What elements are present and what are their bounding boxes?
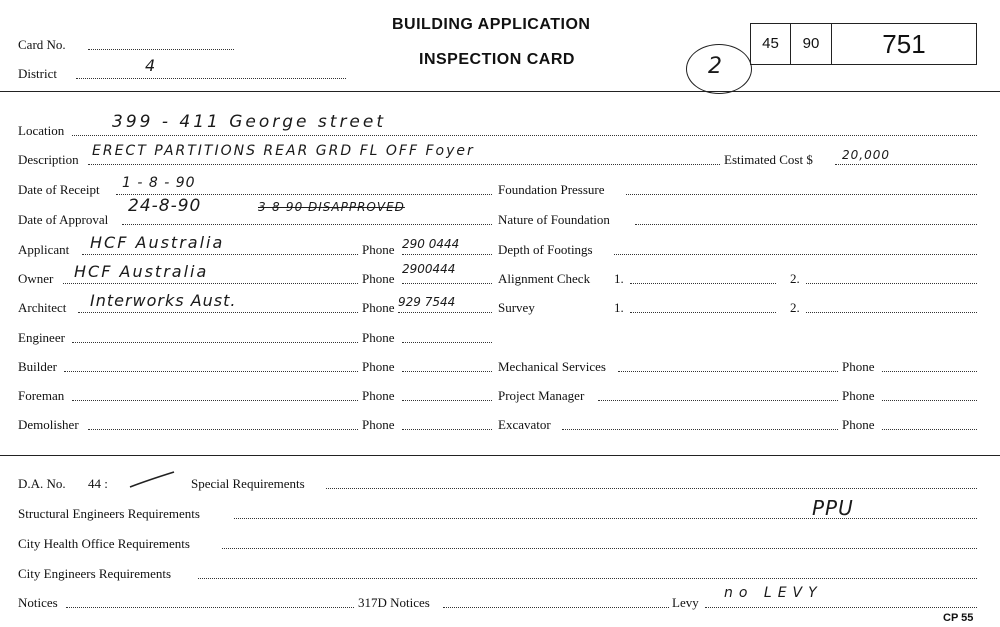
title-line-2: INSPECTION CARD — [419, 51, 575, 68]
estimated-cost-field[interactable] — [835, 164, 977, 165]
da-tick-mark — [128, 470, 178, 490]
foreman-phone-field[interactable] — [402, 400, 492, 401]
structural-value: PPU — [812, 496, 854, 520]
mechanical-field[interactable] — [618, 371, 838, 372]
excavator-phone-field[interactable] — [882, 429, 977, 430]
levy-label: Levy — [672, 595, 699, 610]
description-value: ERECT PARTITIONS REAR GRD FL OFF Foyer — [92, 143, 475, 159]
mechanical-label: Mechanical Services — [498, 359, 606, 374]
survey-num-2: 2. — [790, 300, 800, 315]
alignment-num-2: 2. — [790, 271, 800, 286]
survey-label: Survey — [498, 300, 535, 315]
project-manager-field[interactable] — [598, 400, 838, 401]
date-approval-value: 24-8-90 — [128, 196, 202, 216]
applicant-value: HCF Australia — [90, 233, 225, 252]
architect-value: Interworks Aust. — [90, 291, 237, 310]
nature-foundation-field[interactable] — [635, 224, 977, 225]
card-box-2: 90 — [790, 23, 832, 65]
foundation-pressure-field[interactable] — [626, 194, 977, 195]
estimated-cost-label: Estimated Cost $ — [724, 152, 813, 167]
levy-value: no LEVY — [724, 585, 823, 601]
applicant-phone-field[interactable] — [402, 254, 492, 255]
card-box-1: 45 — [750, 23, 791, 65]
depth-footings-field[interactable] — [614, 254, 977, 255]
notices-label: Notices — [18, 595, 58, 610]
city-engineers-label: City Engineers Requirements — [18, 566, 172, 581]
applicant-field[interactable] — [82, 254, 358, 255]
circled-number: 2 — [708, 54, 723, 79]
structural-label: Structural Engineers Requirements — [18, 506, 200, 521]
foreman-field[interactable] — [72, 400, 358, 401]
engineer-field[interactable] — [72, 342, 358, 343]
card-box-number: 751 — [831, 23, 977, 65]
foreman-label: Foreman — [18, 388, 65, 403]
card-code: CP 55 — [943, 612, 974, 624]
levy-field[interactable] — [705, 607, 977, 608]
footer-divider — [0, 455, 1000, 456]
alignment-num-1: 1. — [614, 271, 624, 286]
nature-foundation-label: Nature of Foundation — [498, 212, 610, 227]
da-no-value: 44 : — [88, 476, 108, 491]
owner-field[interactable] — [63, 283, 358, 284]
architect-phone-label: Phone — [362, 300, 395, 315]
owner-phone-value: 2900444 — [402, 262, 456, 276]
applicant-phone-label: Phone — [362, 242, 395, 257]
architect-field[interactable] — [78, 312, 358, 313]
builder-field[interactable] — [64, 371, 358, 372]
date-receipt-label: Date of Receipt — [18, 182, 100, 197]
owner-phone-field[interactable] — [402, 283, 492, 284]
owner-label: Owner — [18, 271, 54, 286]
date-approval-field[interactable] — [122, 224, 492, 225]
location-field[interactable] — [72, 135, 977, 136]
da-no-label: D.A. No. — [18, 476, 66, 491]
engineer-phone-field[interactable] — [402, 342, 492, 343]
notices-field[interactable] — [66, 607, 354, 608]
foundation-pressure-label: Foundation Pressure — [498, 182, 605, 197]
applicant-label: Applicant — [18, 242, 70, 257]
builder-phone-label: Phone — [362, 359, 395, 374]
demolisher-phone-label: Phone — [362, 417, 395, 432]
health-label: City Health Office Requirements — [18, 536, 190, 551]
location-label: Location — [18, 123, 65, 138]
foreman-phone-label: Phone — [362, 388, 395, 403]
mechanical-phone-field[interactable] — [882, 371, 977, 372]
architect-label: Architect — [18, 300, 67, 315]
notices-317d-label: 317D Notices — [358, 595, 430, 610]
card-no-field[interactable] — [88, 49, 234, 50]
builder-label: Builder — [18, 359, 57, 374]
description-field[interactable] — [88, 164, 720, 165]
date-receipt-value: 1 - 8 - 90 — [122, 175, 196, 191]
mechanical-phone-label: Phone — [842, 359, 875, 374]
notices-317d-field[interactable] — [443, 607, 669, 608]
engineer-label: Engineer — [18, 330, 65, 345]
estimated-cost-value: 20,000 — [842, 148, 890, 162]
project-manager-phone-label: Phone — [842, 388, 875, 403]
excavator-field[interactable] — [562, 429, 838, 430]
special-requirements-label: Special Requirements — [191, 476, 305, 491]
district-label: District — [18, 66, 57, 81]
applicant-phone-value: 290 0444 — [402, 237, 460, 251]
date-approval-label: Date of Approval — [18, 212, 109, 227]
engineer-phone-label: Phone — [362, 330, 395, 345]
date-receipt-field[interactable] — [116, 194, 492, 195]
city-engineers-field[interactable] — [198, 578, 977, 579]
special-requirements-field[interactable] — [326, 488, 977, 489]
owner-phone-label: Phone — [362, 271, 395, 286]
excavator-phone-label: Phone — [842, 417, 875, 432]
location-value: 399 - 411 George street — [112, 112, 387, 132]
excavator-label: Excavator — [498, 417, 551, 432]
title-line-1: BUILDING APPLICATION — [392, 16, 591, 33]
description-label: Description — [18, 152, 79, 167]
date-approval-struck: 3-8-90 DISAPPROVED — [258, 200, 405, 214]
alignment-field-1[interactable] — [630, 283, 776, 284]
survey-field-2[interactable] — [806, 312, 977, 313]
depth-footings-label: Depth of Footings — [498, 242, 593, 257]
header-divider — [0, 91, 1000, 92]
health-field[interactable] — [222, 548, 977, 549]
project-manager-label: Project Manager — [498, 388, 585, 403]
demolisher-label: Demolisher — [18, 417, 79, 432]
district-value: 4 — [145, 56, 157, 75]
survey-field-1[interactable] — [630, 312, 776, 313]
project-manager-phone-field[interactable] — [882, 400, 977, 401]
structural-field[interactable] — [234, 518, 977, 519]
survey-num-1: 1. — [614, 300, 624, 315]
card-no-label: Card No. — [18, 37, 66, 52]
district-field[interactable] — [76, 78, 346, 79]
alignment-field-2[interactable] — [806, 283, 977, 284]
demolisher-phone-field[interactable] — [402, 429, 492, 430]
architect-phone-value: 929 7544 — [398, 295, 456, 309]
owner-value: HCF Australia — [74, 262, 209, 281]
builder-phone-field[interactable] — [402, 371, 492, 372]
architect-phone-field[interactable] — [398, 312, 492, 313]
alignment-check-label: Alignment Check — [498, 271, 591, 286]
demolisher-field[interactable] — [88, 429, 358, 430]
